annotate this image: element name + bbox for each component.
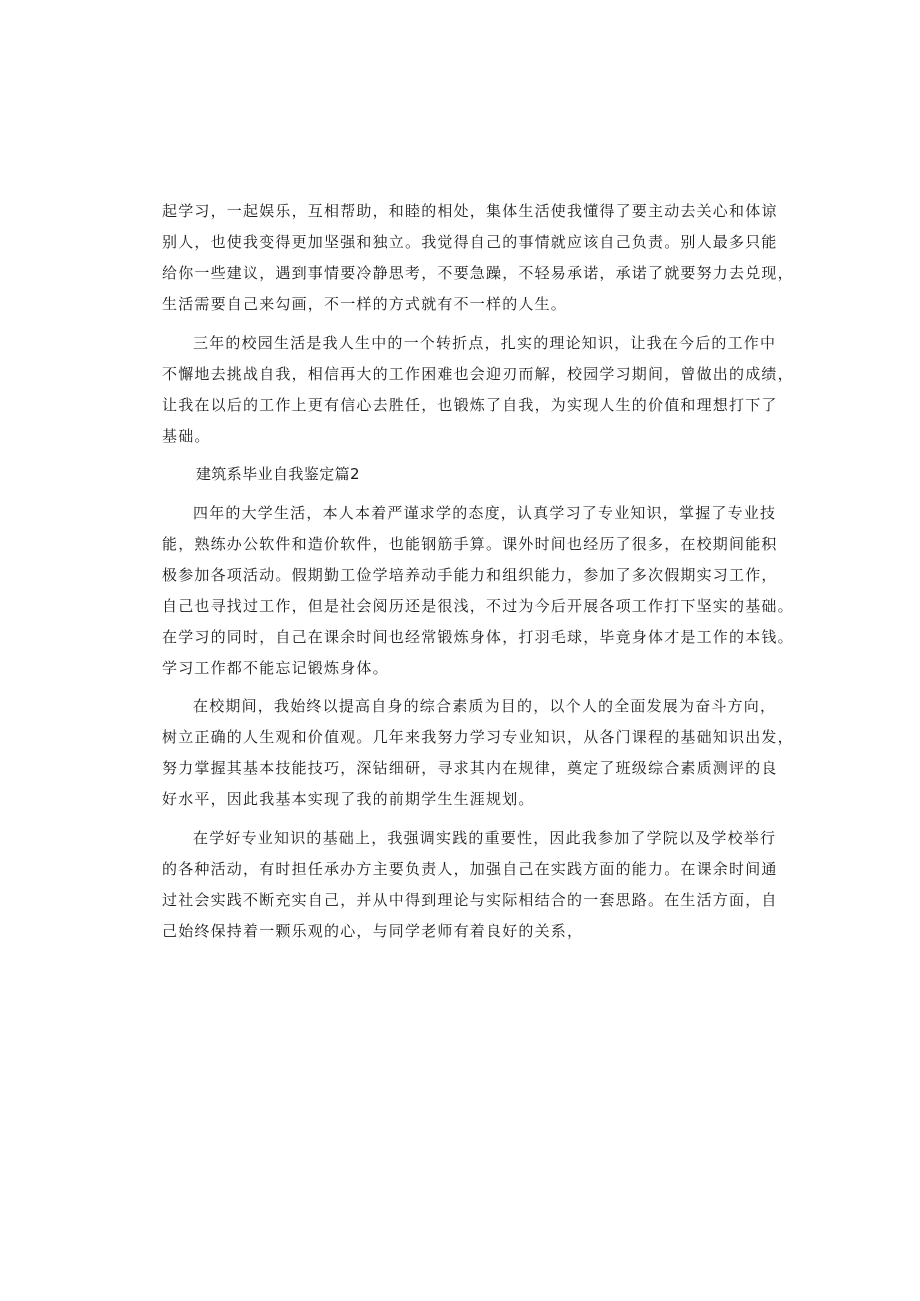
text-line: 基础。 (162, 426, 211, 445)
text-line: 己始终保持着一颗乐观的心，与同学老师有着良好的关系， (162, 921, 584, 940)
paragraph (162, 328, 794, 452)
text-line: 树立正确的人生观和价值观。几年来我努力学习专业知识，从各门课程的基础知识出发， (162, 728, 794, 746)
text-line: 别人，也使我变得更加坚强和独立。我觉得自己的事情就应该自己负责。别人最多只能 (162, 233, 778, 251)
text-line: 过社会实践不断充实自己，并从中得到理论与实际相结合的一套思路。在生活方面，自 (162, 890, 778, 909)
text-line: 努力掌握其基本技能技巧，深钻细研，寻求其内在规律，奠定了班级综合素质测评的良 (162, 759, 778, 777)
paragraph (162, 196, 794, 320)
text-line: 生活需要自己来勾画，不一样的方式就有不一样的人生。 (162, 295, 568, 313)
text-line: 让我在以后的工作上更有信心去胜任，也锻炼了自我，为实现人生的价值和理想打下了 (162, 395, 778, 414)
text-line: 在校期间，我始终以提高自身的综合素质为目的，以个人的全面发展为奋斗方向， (193, 697, 777, 715)
text-line: 的各种活动，有时担任承办方主要负责人，加强自己在实践方面的能力。在课余时间通 (162, 859, 778, 878)
text-line: 在学习的同时，自己在课余时间也经常锻炼身体，打羽毛球，毕竟身体才是工作的本钱。 (162, 627, 794, 646)
text-line: 学习工作都不能忘记锻炼身体。 (162, 658, 389, 677)
paragraph (162, 823, 778, 947)
text-line: 能，熟练办公软件和造价软件，也能钢筋手算。课外时间也经历了很多，在校期间能积 (162, 534, 778, 553)
document-body (162, 196, 794, 947)
text-line: 在学好专业知识的基础上，我强调实践的重要性，因此我参加了学院以及学校举行 (193, 828, 777, 847)
text-line: 给你一些建议，遇到事情要冷静思考，不要急躁，不轻易承诺，承诺了就要努力去兑现， (162, 264, 794, 282)
text-line: 不懈地去挑战自我，相信再大的工作困难也会迎刃而解，校园学习期间，曾做出的成绩， (162, 364, 794, 383)
text-line: 自己也寻找过工作，但是社会阅历还是很浅，不过为今后开展各项工作打下坚实的基础。 (162, 596, 794, 615)
section-heading (162, 459, 762, 490)
paragraph (162, 498, 794, 684)
heading-text: 建筑系毕业自我鉴定篇2 (196, 465, 360, 483)
text-line: 三年的校园生活是我人生中的一个转折点，扎实的理论知识，让我在今后的工作中 (193, 333, 777, 352)
text-line: 起学习，一起娱乐，互相帮助，和睦的相处，集体生活使我懂得了要主动去关心和体谅 (162, 202, 778, 220)
text-line: 好水平，因此我基本实现了我的前期学生生涯规划。 (162, 790, 535, 808)
text-line: 极参加各项活动。假期勤工俭学培养动手能力和组织能力，参加了多次假期实习工作， (162, 565, 778, 584)
text-line: 四年的大学生活，本人本着严谨求学的态度，认真学习了专业知识，掌握了专业技 (193, 503, 777, 522)
paragraph (162, 691, 794, 815)
